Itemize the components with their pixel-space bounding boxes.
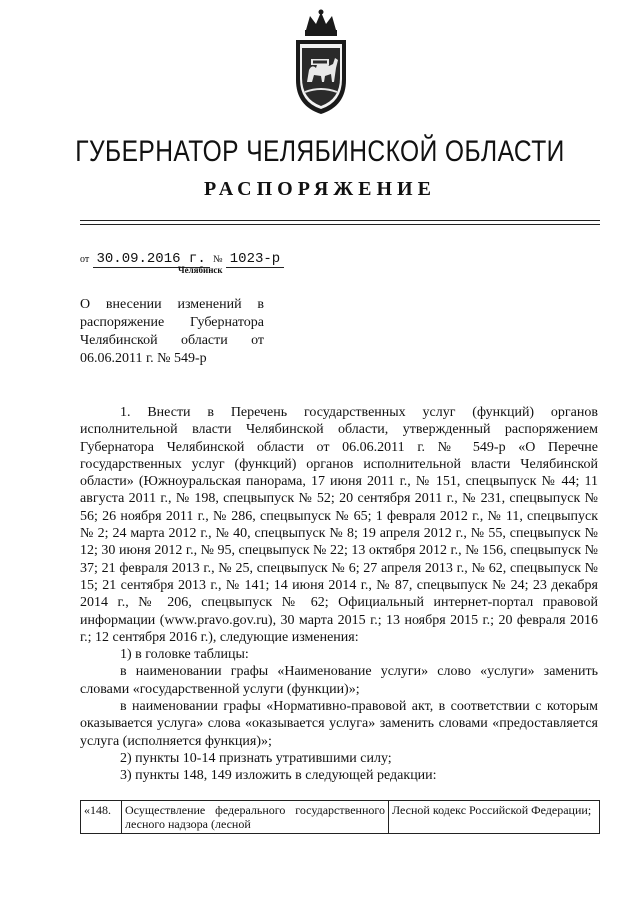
table-cell-number: «148. [81,801,122,834]
body-paragraph: в наименовании графы «Наименование услуги» слово «услуги» заменить словами «государственной услуги (функции)»; [80,664,598,697]
body-paragraph: 2) пункты 10-14 признать утратившими силу; [120,750,392,766]
header-divider-top [80,220,600,221]
table-row [81,801,600,834]
table-cell-service: Осуществление федерального государственного лесного надзора (лесной [122,801,389,834]
amendment-table [80,800,600,834]
table-cell-legal-act: Лесной кодекс Российской Федерации; [389,801,600,834]
authority-title: ГУБЕРНАТОР ЧЕЛЯБИНСКОЙ ОБЛАСТИ [75,135,565,168]
body-paragraph: 1) в головке таблицы: [120,647,249,663]
document-date: 30.09.2016 г. [93,251,210,268]
document-type-title: РАСПОРЯЖЕНИЕ [204,178,436,200]
body-paragraph: 3) пункты 148, 149 изложить в следующей редакции: [120,768,437,784]
document-number: 1023-р [226,251,284,268]
issue-city: Челябинск [178,265,223,275]
coat-of-arms-icon [290,8,352,118]
body-paragraph: 1. Внести в Перечень государственных услуг (функций) органов исполнительной власти Челябинской области, утвержденный распоряжением Губернатора Челябинской области от 06.06.2011 г. № 549-р «О Перечне государственных услуг (функций) органов исполнительной власти Челябинской области» (Южноуральская панорама, 17 июня 2011 г., № 151, спецвыпуск № 44; 11 августа 2011 г., № 198, спецвыпуск № 52; 20 сентября 2011 г., № 231, спецвыпуск № 56; 26 ноября 2011 г., № 286, спецвыпуск № 65; 1 февраля 2012 г., № 11, спецвыпуск № 2; 24 марта 2012 г., № 40, спецвыпуск № 8; 19 апреля 2012 г., № 55, спецвыпуск № 12; 30 июня 2012 г., № 95, спецвыпуск № 22; 13 октября 2012 г., № 156, спецвыпуск № 37; 21 февраля 2013 г., № 25, спецвыпуск № 6; 27 апреля 2013 г., № 62, спецвыпуск № 15; 21 сентября 2013 г., № 141; 14 июня 2014 г., № 87, спецвыпуск № 24; 23 декабря 2014 г., № 206, спецвыпуск № 62; Официальный интернет-портал правовой информации (www.pravo.gov.ru), 30 марта 2015 г.; 13 ноября 2015 г.; 20 февраля 2016 г.; 12 сентября 2016 г.), следующие изменения: [80,405,598,645]
document-body [80,404,598,785]
document-subject: О внесении изменений в распоряжение Губернатора Челябинской области от 06.06.2011 г. № 549-р [80,297,264,366]
date-prefix: от [80,254,90,265]
header-divider-bottom [80,224,600,225]
body-paragraph: в наименовании графы «Нормативно-правовой акт, в соответствии с которым оказывается услуга» слова «оказывается услуга» заменить словами «предоставляется услуга (исполняется функция)»; [80,699,598,749]
number-prefix: № [212,254,223,265]
